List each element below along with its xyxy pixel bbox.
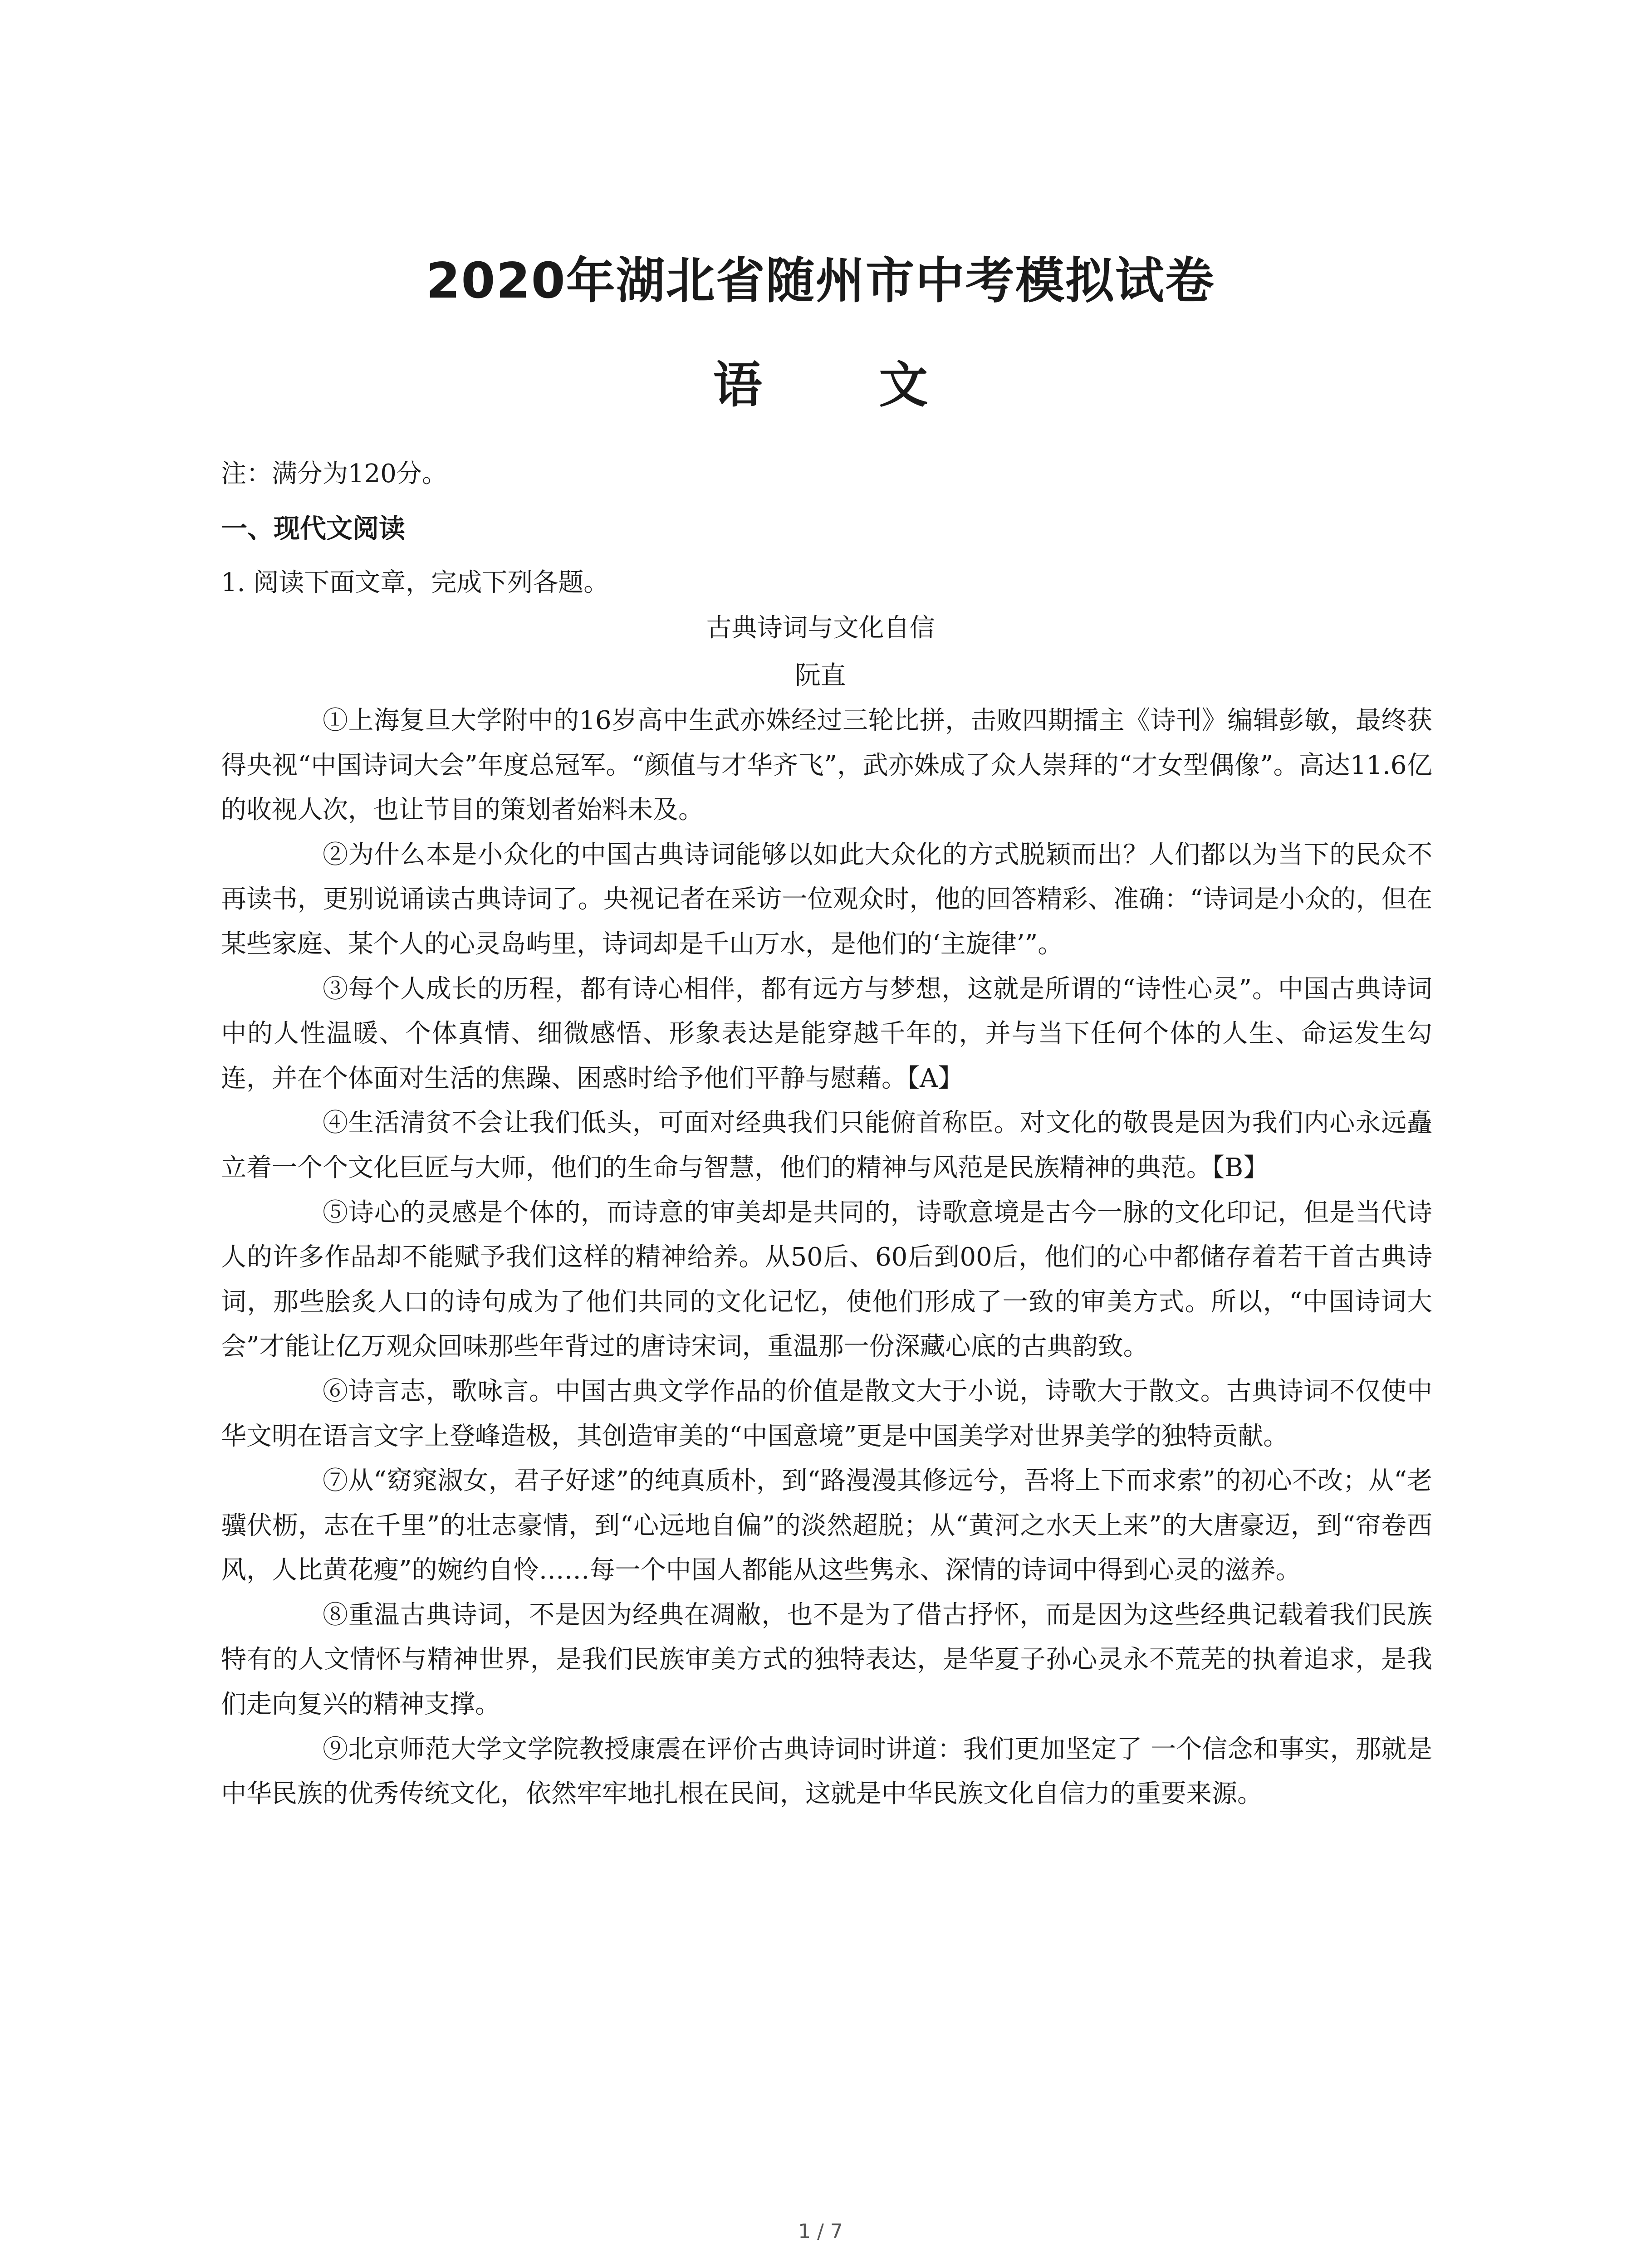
score-note: 注：满分为120分。 <box>221 459 447 489</box>
article-paragraph-4: ④生活清贫不会让我们低头，可面对经典我们只能俯首称臣。对文化的敬畏是因为我们内心永远矗立着一个个文化巨匠与大师，他们的生命与智慧，他们的精神与风范是民族精神的典范。【B】 <box>221 1108 1432 1183</box>
article-paragraph-7: ⑦从“窈窕淑女，君子好逑”的纯真质朴，到“路漫漫其修远兮，吾将上下而求索”的初心不改；从“老骥伏枥，志在千里”的壮志豪情，到“心远地自偏”的淡然超脱；从“黄河之水天上来”的大唐豪迈，到“帘卷西风，人比黄花瘦”的婉约自怜……每一个中国人都能从这些隽永、深情的诗词中得到心灵的滋养。 <box>221 1466 1432 1585</box>
subject-heading: 语 文 <box>713 357 978 414</box>
section-heading: 一、现代文阅读 <box>221 513 406 544</box>
question-prompt: 1. 阅读下面文章，完成下列各题。 <box>221 568 609 597</box>
exam-title: 2020年湖北省随州市中考模拟试卷 <box>426 253 1215 309</box>
page-number: 1 / 7 <box>798 2220 843 2243</box>
article-paragraph-9: ⑨北京师范大学文学院教授康震在评价古典诗词时讲道：我们更加坚定了 一个信念和事实，那就是中华民族的优秀传统文化，依然牢牢地扎根在民间，这就是中华民族文化自信力的重要来源。 <box>221 1734 1432 1809</box>
article-title: 古典诗词与文化自信 <box>706 613 935 643</box>
article-author: 阮直 <box>795 661 846 690</box>
article-paragraph-8: ⑧重温古典诗词，不是因为经典在凋敝，也不是为了借古抒怀，而是因为这些经典记载着我们民族特有的人文情怀与精神世界，是我们民族审美方式的独特表达，是华夏子孙心灵永不荒芜的执着追求，是我们走向复兴的精神支撑。 <box>221 1600 1432 1720</box>
article-paragraph-6: ⑥诗言志，歌咏言。中国古典文学作品的价值是散文大于小说，诗歌大于散文。古典诗词不仅使中华文明在语言文字上登峰造极，其创造审美的“中国意境”更是中国美学对世界美学的独特贡献。 <box>221 1376 1432 1451</box>
article-body <box>221 699 1432 1817</box>
article-paragraph-5: ⑤诗心的灵感是个体的，而诗意的审美却是共同的，诗歌意境是古今一脉的文化印记，但是当代诗人的许多作品却不能赋予我们这样的精神给养。从50后、60后到00后，他们的心中都储存着若干首古典诗词，那些脍炙人口的诗句成为了他们共同的文化记忆，使他们形成了一致的审美方式。所以，“中国诗词大会”才能让亿万观众回味那些年背过的唐诗宋词，重温那一份深藏心底的古典韵致。 <box>221 1198 1432 1362</box>
article-paragraph-3: ③每个人成长的历程，都有诗心相伴，都有远方与梦想，这就是所谓的“诗性心灵”。中国古典诗词中的人性温暖、个体真情、细微感悟、形象表达是能穿越千年的，并与当下任何个体的人生、命运发生勾连，并在个体面对生活的焦躁、困惑时给予他们平静与慰藉。【A】 <box>221 974 1432 1093</box>
article-paragraph-2: ②为什么本是小众化的中国古典诗词能够以如此大众化的方式脱颖而出？人们都以为当下的民众不再读书，更别说诵读古典诗词了。央视记者在采访一位观众时，他的回答精彩、准确：“诗词是小众的，但在某些家庭、某个人的心灵岛屿里，诗词却是千山万水，是他们的‘主旋律’”。 <box>221 840 1432 959</box>
article-paragraph-1: ①上海复旦大学附中的16岁高中生武亦姝经过三轮比拼，击败四期擂主《诗刊》编辑彭敏，最终获得央视“中国诗词大会”年度总冠军。“颜值与才华齐飞”，武亦姝成了众人崇拜的“才女型偶像”。高达11.6亿的收视人次，也让节目的策划者始料未及。 <box>221 706 1432 825</box>
